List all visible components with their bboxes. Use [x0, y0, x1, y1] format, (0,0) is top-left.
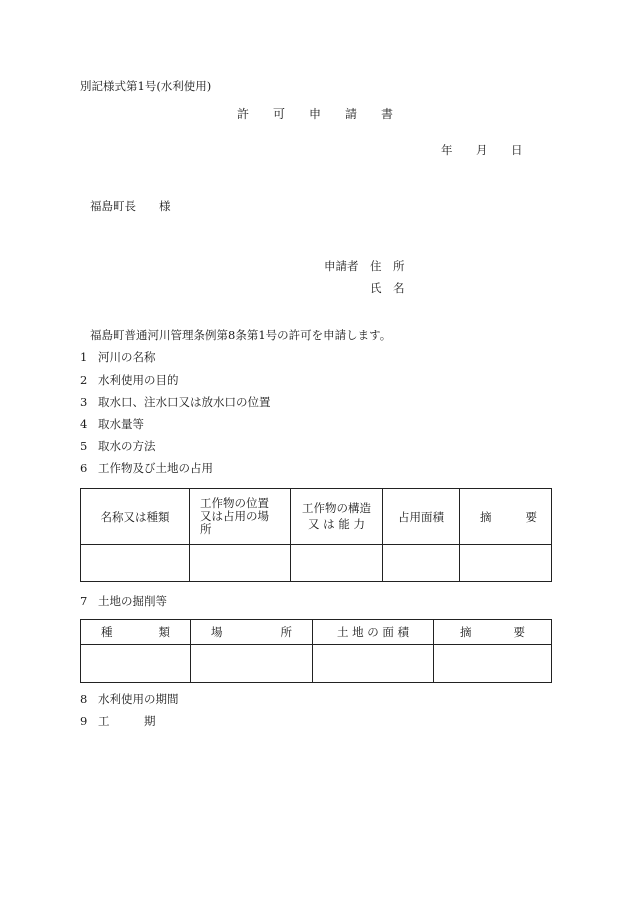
header-remarks — [434, 620, 552, 645]
header-location-line3: 所 — [200, 522, 212, 537]
date-month-label: 月 — [476, 143, 488, 157]
list-item — [80, 397, 271, 409]
item-text: 水利使用の目的 — [98, 373, 179, 387]
header-location — [190, 489, 291, 545]
header-kind-char2: 類 — [158, 625, 170, 639]
applicant-name-label: 氏 名 — [370, 281, 405, 295]
header-remarks-char2: 要 — [525, 509, 537, 524]
table-row — [81, 645, 552, 683]
header-kind — [81, 620, 191, 645]
cell-kind[interactable] — [81, 645, 191, 683]
header-remarks-char2: 要 — [513, 625, 525, 639]
cell-location[interactable] — [190, 545, 291, 582]
date-day-label: 日 — [511, 143, 523, 157]
header-remarks-char1: 摘 — [460, 625, 472, 639]
header-name-or-type: 名称又は種類 — [81, 489, 190, 545]
header-land-area: 土 地 の 面 積 — [313, 620, 434, 645]
list-item — [80, 441, 156, 453]
item-text: 工 期 — [98, 714, 156, 728]
header-place-char2: 所 — [280, 625, 292, 639]
list-item — [80, 463, 213, 475]
list-item — [80, 716, 156, 728]
applicant-label: 申請者 — [324, 259, 359, 273]
header-location-line2: 又は占用の場 — [200, 508, 269, 523]
item-number: 7 — [80, 594, 88, 608]
addressee: 福島町長 様 — [90, 199, 171, 213]
item-number: 8 — [80, 692, 88, 706]
header-place-char1: 場 — [211, 625, 223, 639]
item-text: 水利使用の期間 — [98, 692, 179, 706]
header-structure-line2: 又 は 能 力 — [308, 516, 365, 531]
header-remarks-char1: 摘 — [480, 509, 492, 524]
header-structure-line1: 工作物の構造 — [302, 500, 371, 515]
excavation-table — [80, 619, 552, 683]
list-item — [80, 375, 179, 387]
date-year-label: 年 — [441, 143, 453, 157]
item-number: 1 — [80, 350, 88, 364]
cell-structure[interactable] — [291, 545, 383, 582]
item-number: 5 — [80, 439, 88, 453]
cell-remarks[interactable] — [434, 645, 552, 683]
document-title: 許 可 申 請 書 — [237, 107, 394, 121]
header-kind-char1: 種 — [101, 625, 113, 639]
header-structure — [291, 489, 383, 545]
list-item — [80, 352, 156, 364]
cell-remarks[interactable] — [460, 545, 552, 582]
list-item — [80, 694, 179, 706]
item-text: 取水の方法 — [98, 439, 156, 453]
item-text: 取水量等 — [98, 417, 144, 431]
item-text: 工作物及び土地の占用 — [98, 461, 213, 475]
intro-text: 福島町普通河川管理条例第8条第1号の許可を申請します。 — [90, 328, 392, 342]
cell-occupied-area[interactable] — [383, 545, 460, 582]
item-number: 9 — [80, 714, 88, 728]
header-place — [191, 620, 313, 645]
table-header-row — [81, 620, 552, 645]
header-location-line1: 工作物の位置 — [200, 495, 269, 510]
table-row — [81, 545, 552, 582]
table-header-row — [81, 489, 552, 545]
item-number: 4 — [80, 417, 88, 431]
form-id: 別記様式第1号(水利使用) — [80, 79, 212, 93]
header-occupied-area: 占用面積 — [383, 489, 460, 545]
cell-place[interactable] — [191, 645, 313, 683]
cell-land-area[interactable] — [313, 645, 434, 683]
applicant-address-label: 住 所 — [370, 259, 405, 273]
occupancy-table — [80, 488, 552, 582]
item-number: 2 — [80, 373, 88, 387]
list-item — [80, 596, 167, 608]
item-number: 3 — [80, 395, 88, 409]
cell-name-or-type[interactable] — [81, 545, 190, 582]
item-text: 河川の名称 — [98, 350, 156, 364]
list-item — [80, 419, 144, 431]
item-text: 取水口、注水口又は放水口の位置 — [98, 395, 271, 409]
item-number: 6 — [80, 461, 88, 475]
header-remarks — [460, 489, 552, 545]
item-text: 土地の掘削等 — [98, 594, 167, 608]
